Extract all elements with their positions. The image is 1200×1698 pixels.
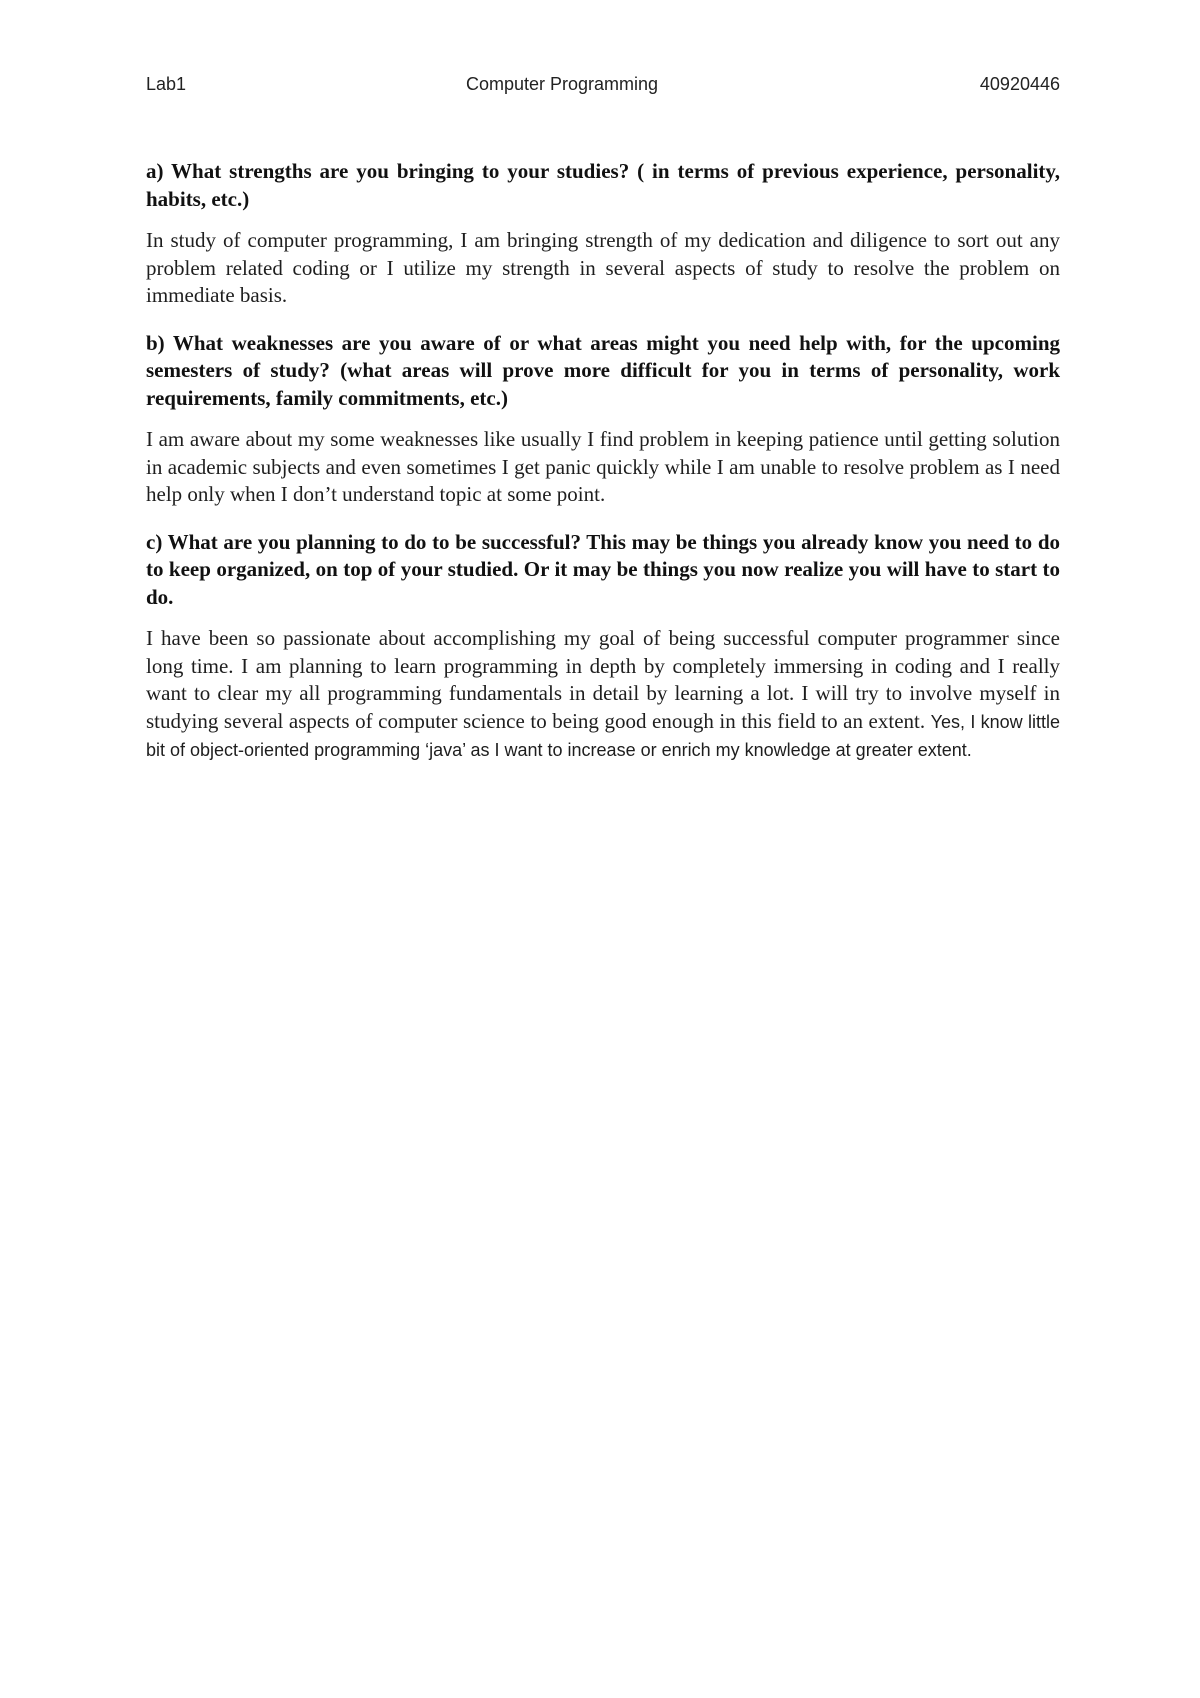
header-course-title: Computer Programming — [466, 74, 659, 94]
page-header — [146, 74, 1060, 102]
header-lab-label: Lab1 — [146, 74, 187, 94]
answer-c — [146, 625, 1060, 765]
answer-a: In study of computer programming, I am bringing strength of my dedication and diligence to sort out any problem related coding or I utilize my strength in several aspects of study to resolve the problem on immediate basis. — [146, 228, 1060, 307]
question-c: c) What are you planning to do to be successful? This may be things you already know you need to do to keep organized, on top of your studied. Or it may be things you now realize you will have to start to do. — [146, 529, 1060, 609]
answer-c-main: I have been so passionate about accomplishing my goal of being successful computer programmer since long time. I am planning to learn programming in depth by completely immersing in coding and I really want to clear my all programming fundamentals in detail by learning a lot. I will try to involve myself in studying several aspects of computer science to being good enough in this field to an extent. — [146, 626, 1060, 733]
document-body — [146, 158, 1060, 785]
answer-b: I am aware about my some weaknesses like usually I find problem in keeping patience until getting solution in academic subjects and even sometimes I get panic quickly while I am unable to resolve problem as I need help only when I don’t understand topic at some point. — [146, 427, 1060, 506]
answer-c-tail: Yes, I know little bit of object-oriented programming ‘java’ as I want to increase or enrich my knowledge at greater extent. — [146, 711, 1060, 760]
header-student-id: 40920446 — [979, 74, 1060, 94]
question-b: b) What weaknesses are you aware of or what areas might you need help with, for the upcoming semesters of study? (what areas will prove more difficult for you in terms of personality, work requirements, family commitments, etc.) — [146, 330, 1060, 410]
question-a: a) What strengths are you bringing to your studies? ( in terms of previous experience, personality, habits, etc.) — [146, 159, 1060, 211]
